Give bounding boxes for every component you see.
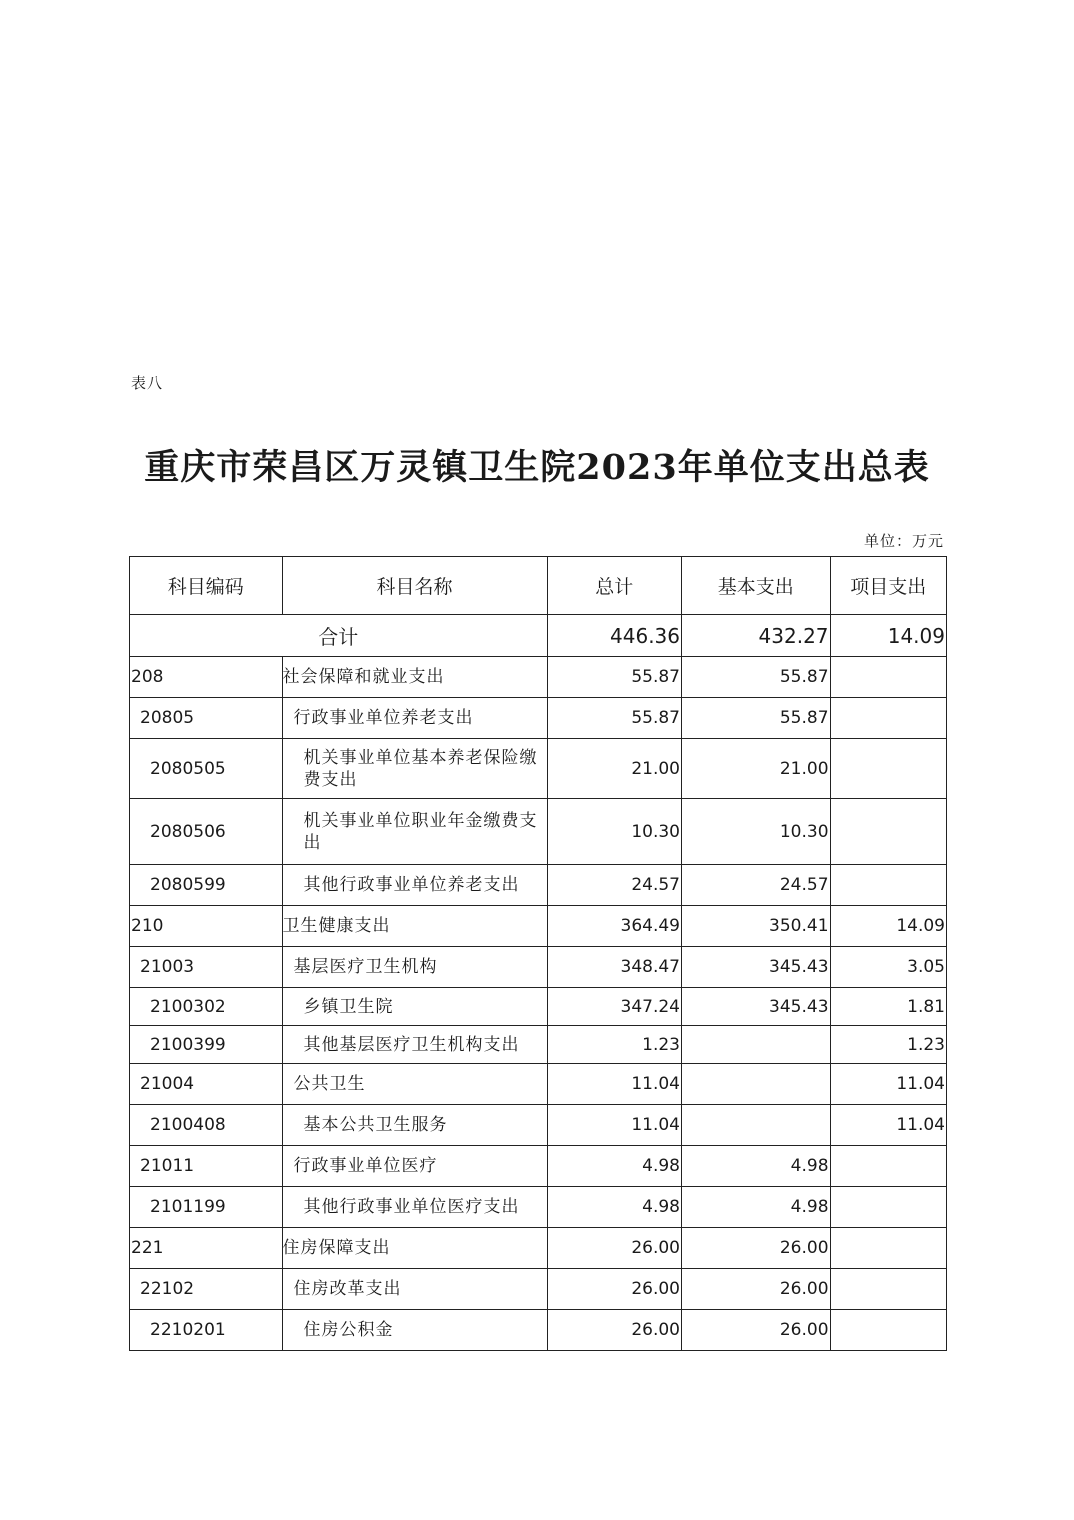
row-project: 11.04 bbox=[830, 1105, 946, 1146]
row-project bbox=[830, 1146, 946, 1187]
header-row bbox=[130, 557, 947, 615]
row-total: 1.23 bbox=[547, 1026, 681, 1064]
unit-label: 单位：万元 bbox=[863, 532, 944, 550]
row-code: 22102 bbox=[130, 1269, 283, 1310]
total-basic: 432.27 bbox=[682, 615, 831, 657]
table-row bbox=[130, 1187, 947, 1228]
row-name: 住房公积金 bbox=[282, 1310, 547, 1351]
row-total: 11.04 bbox=[547, 1105, 681, 1146]
row-project: 1.23 bbox=[830, 1026, 946, 1064]
table-row bbox=[130, 799, 947, 865]
row-total: 4.98 bbox=[547, 1146, 681, 1187]
row-code: 2080506 bbox=[130, 799, 283, 865]
row-code: 210 bbox=[130, 906, 283, 947]
row-code: 2100302 bbox=[130, 988, 283, 1026]
row-project bbox=[830, 698, 946, 739]
row-basic: 55.87 bbox=[682, 698, 831, 739]
table-row bbox=[130, 698, 947, 739]
row-basic: 4.98 bbox=[682, 1187, 831, 1228]
row-basic: 4.98 bbox=[682, 1146, 831, 1187]
row-name: 乡镇卫生院 bbox=[282, 988, 547, 1026]
row-total: 21.00 bbox=[547, 739, 681, 799]
table-row bbox=[130, 947, 947, 988]
row-total: 4.98 bbox=[547, 1187, 681, 1228]
row-basic: 26.00 bbox=[682, 1310, 831, 1351]
row-basic: 24.57 bbox=[682, 865, 831, 906]
row-code: 221 bbox=[130, 1228, 283, 1269]
row-code: 21003 bbox=[130, 947, 283, 988]
header-code: 科目编码 bbox=[130, 557, 283, 615]
row-total: 364.49 bbox=[547, 906, 681, 947]
table-row bbox=[130, 1269, 947, 1310]
row-name: 基本公共卫生服务 bbox=[282, 1105, 547, 1146]
table-row bbox=[130, 906, 947, 947]
row-name: 行政事业单位养老支出 bbox=[282, 698, 547, 739]
row-basic: 55.87 bbox=[682, 657, 831, 698]
row-project bbox=[830, 799, 946, 865]
row-total: 26.00 bbox=[547, 1228, 681, 1269]
row-basic: 345.43 bbox=[682, 988, 831, 1026]
row-name: 住房保障支出 bbox=[282, 1228, 547, 1269]
row-total: 55.87 bbox=[547, 657, 681, 698]
row-project bbox=[830, 1228, 946, 1269]
table-row bbox=[130, 865, 947, 906]
row-basic bbox=[682, 1105, 831, 1146]
row-code: 21004 bbox=[130, 1064, 283, 1105]
row-code: 2080599 bbox=[130, 865, 283, 906]
row-project bbox=[830, 1187, 946, 1228]
row-name: 住房改革支出 bbox=[282, 1269, 547, 1310]
row-name: 机关事业单位基本养老保险缴费支出 bbox=[282, 739, 547, 799]
row-total: 24.57 bbox=[547, 865, 681, 906]
table-row bbox=[130, 988, 947, 1026]
header-project: 项目支出 bbox=[830, 557, 946, 615]
page-title: 重庆市荣昌区万灵镇卫生院2023年单位支出总表 bbox=[144, 447, 930, 488]
row-code: 2210201 bbox=[130, 1310, 283, 1351]
row-project: 1.81 bbox=[830, 988, 946, 1026]
row-code: 21011 bbox=[130, 1146, 283, 1187]
row-name: 机关事业单位职业年金缴费支出 bbox=[282, 799, 547, 865]
row-total: 348.47 bbox=[547, 947, 681, 988]
table-row bbox=[130, 1146, 947, 1187]
total-sum: 446.36 bbox=[547, 615, 681, 657]
expenditure-table bbox=[129, 556, 947, 1351]
row-project: 11.04 bbox=[830, 1064, 946, 1105]
table-row bbox=[130, 1064, 947, 1105]
row-name: 其他行政事业单位养老支出 bbox=[282, 865, 547, 906]
row-project bbox=[830, 1269, 946, 1310]
table-row bbox=[130, 1310, 947, 1351]
row-total: 11.04 bbox=[547, 1064, 681, 1105]
row-project bbox=[830, 657, 946, 698]
table-row bbox=[130, 739, 947, 799]
row-name: 卫生健康支出 bbox=[282, 906, 547, 947]
row-total: 347.24 bbox=[547, 988, 681, 1026]
total-label: 合计 bbox=[130, 615, 548, 657]
row-total: 26.00 bbox=[547, 1269, 681, 1310]
row-name: 基层医疗卫生机构 bbox=[282, 947, 547, 988]
row-code: 20805 bbox=[130, 698, 283, 739]
row-basic: 26.00 bbox=[682, 1228, 831, 1269]
total-row bbox=[130, 615, 947, 657]
row-basic bbox=[682, 1026, 831, 1064]
table-row bbox=[130, 657, 947, 698]
row-basic: 350.41 bbox=[682, 906, 831, 947]
table-row bbox=[130, 1026, 947, 1064]
row-project bbox=[830, 865, 946, 906]
row-basic: 26.00 bbox=[682, 1269, 831, 1310]
table-label: 表八 bbox=[131, 374, 164, 392]
table-row bbox=[130, 1228, 947, 1269]
row-basic: 10.30 bbox=[682, 799, 831, 865]
header-name: 科目名称 bbox=[282, 557, 547, 615]
row-code: 2101199 bbox=[130, 1187, 283, 1228]
row-code: 2100399 bbox=[130, 1026, 283, 1064]
row-project: 14.09 bbox=[830, 906, 946, 947]
row-name: 其他行政事业单位医疗支出 bbox=[282, 1187, 547, 1228]
row-code: 2100408 bbox=[130, 1105, 283, 1146]
row-basic bbox=[682, 1064, 831, 1105]
total-project: 14.09 bbox=[830, 615, 946, 657]
row-name: 社会保障和就业支出 bbox=[282, 657, 547, 698]
row-name: 公共卫生 bbox=[282, 1064, 547, 1105]
row-total: 26.00 bbox=[547, 1310, 681, 1351]
row-basic: 21.00 bbox=[682, 739, 831, 799]
header-total: 总计 bbox=[547, 557, 681, 615]
row-total: 55.87 bbox=[547, 698, 681, 739]
row-code: 208 bbox=[130, 657, 283, 698]
row-code: 2080505 bbox=[130, 739, 283, 799]
row-total: 10.30 bbox=[547, 799, 681, 865]
row-name: 其他基层医疗卫生机构支出 bbox=[282, 1026, 547, 1064]
table-row bbox=[130, 1105, 947, 1146]
row-project bbox=[830, 739, 946, 799]
row-project bbox=[830, 1310, 946, 1351]
row-name: 行政事业单位医疗 bbox=[282, 1146, 547, 1187]
row-basic: 345.43 bbox=[682, 947, 831, 988]
header-basic: 基本支出 bbox=[682, 557, 831, 615]
row-project: 3.05 bbox=[830, 947, 946, 988]
